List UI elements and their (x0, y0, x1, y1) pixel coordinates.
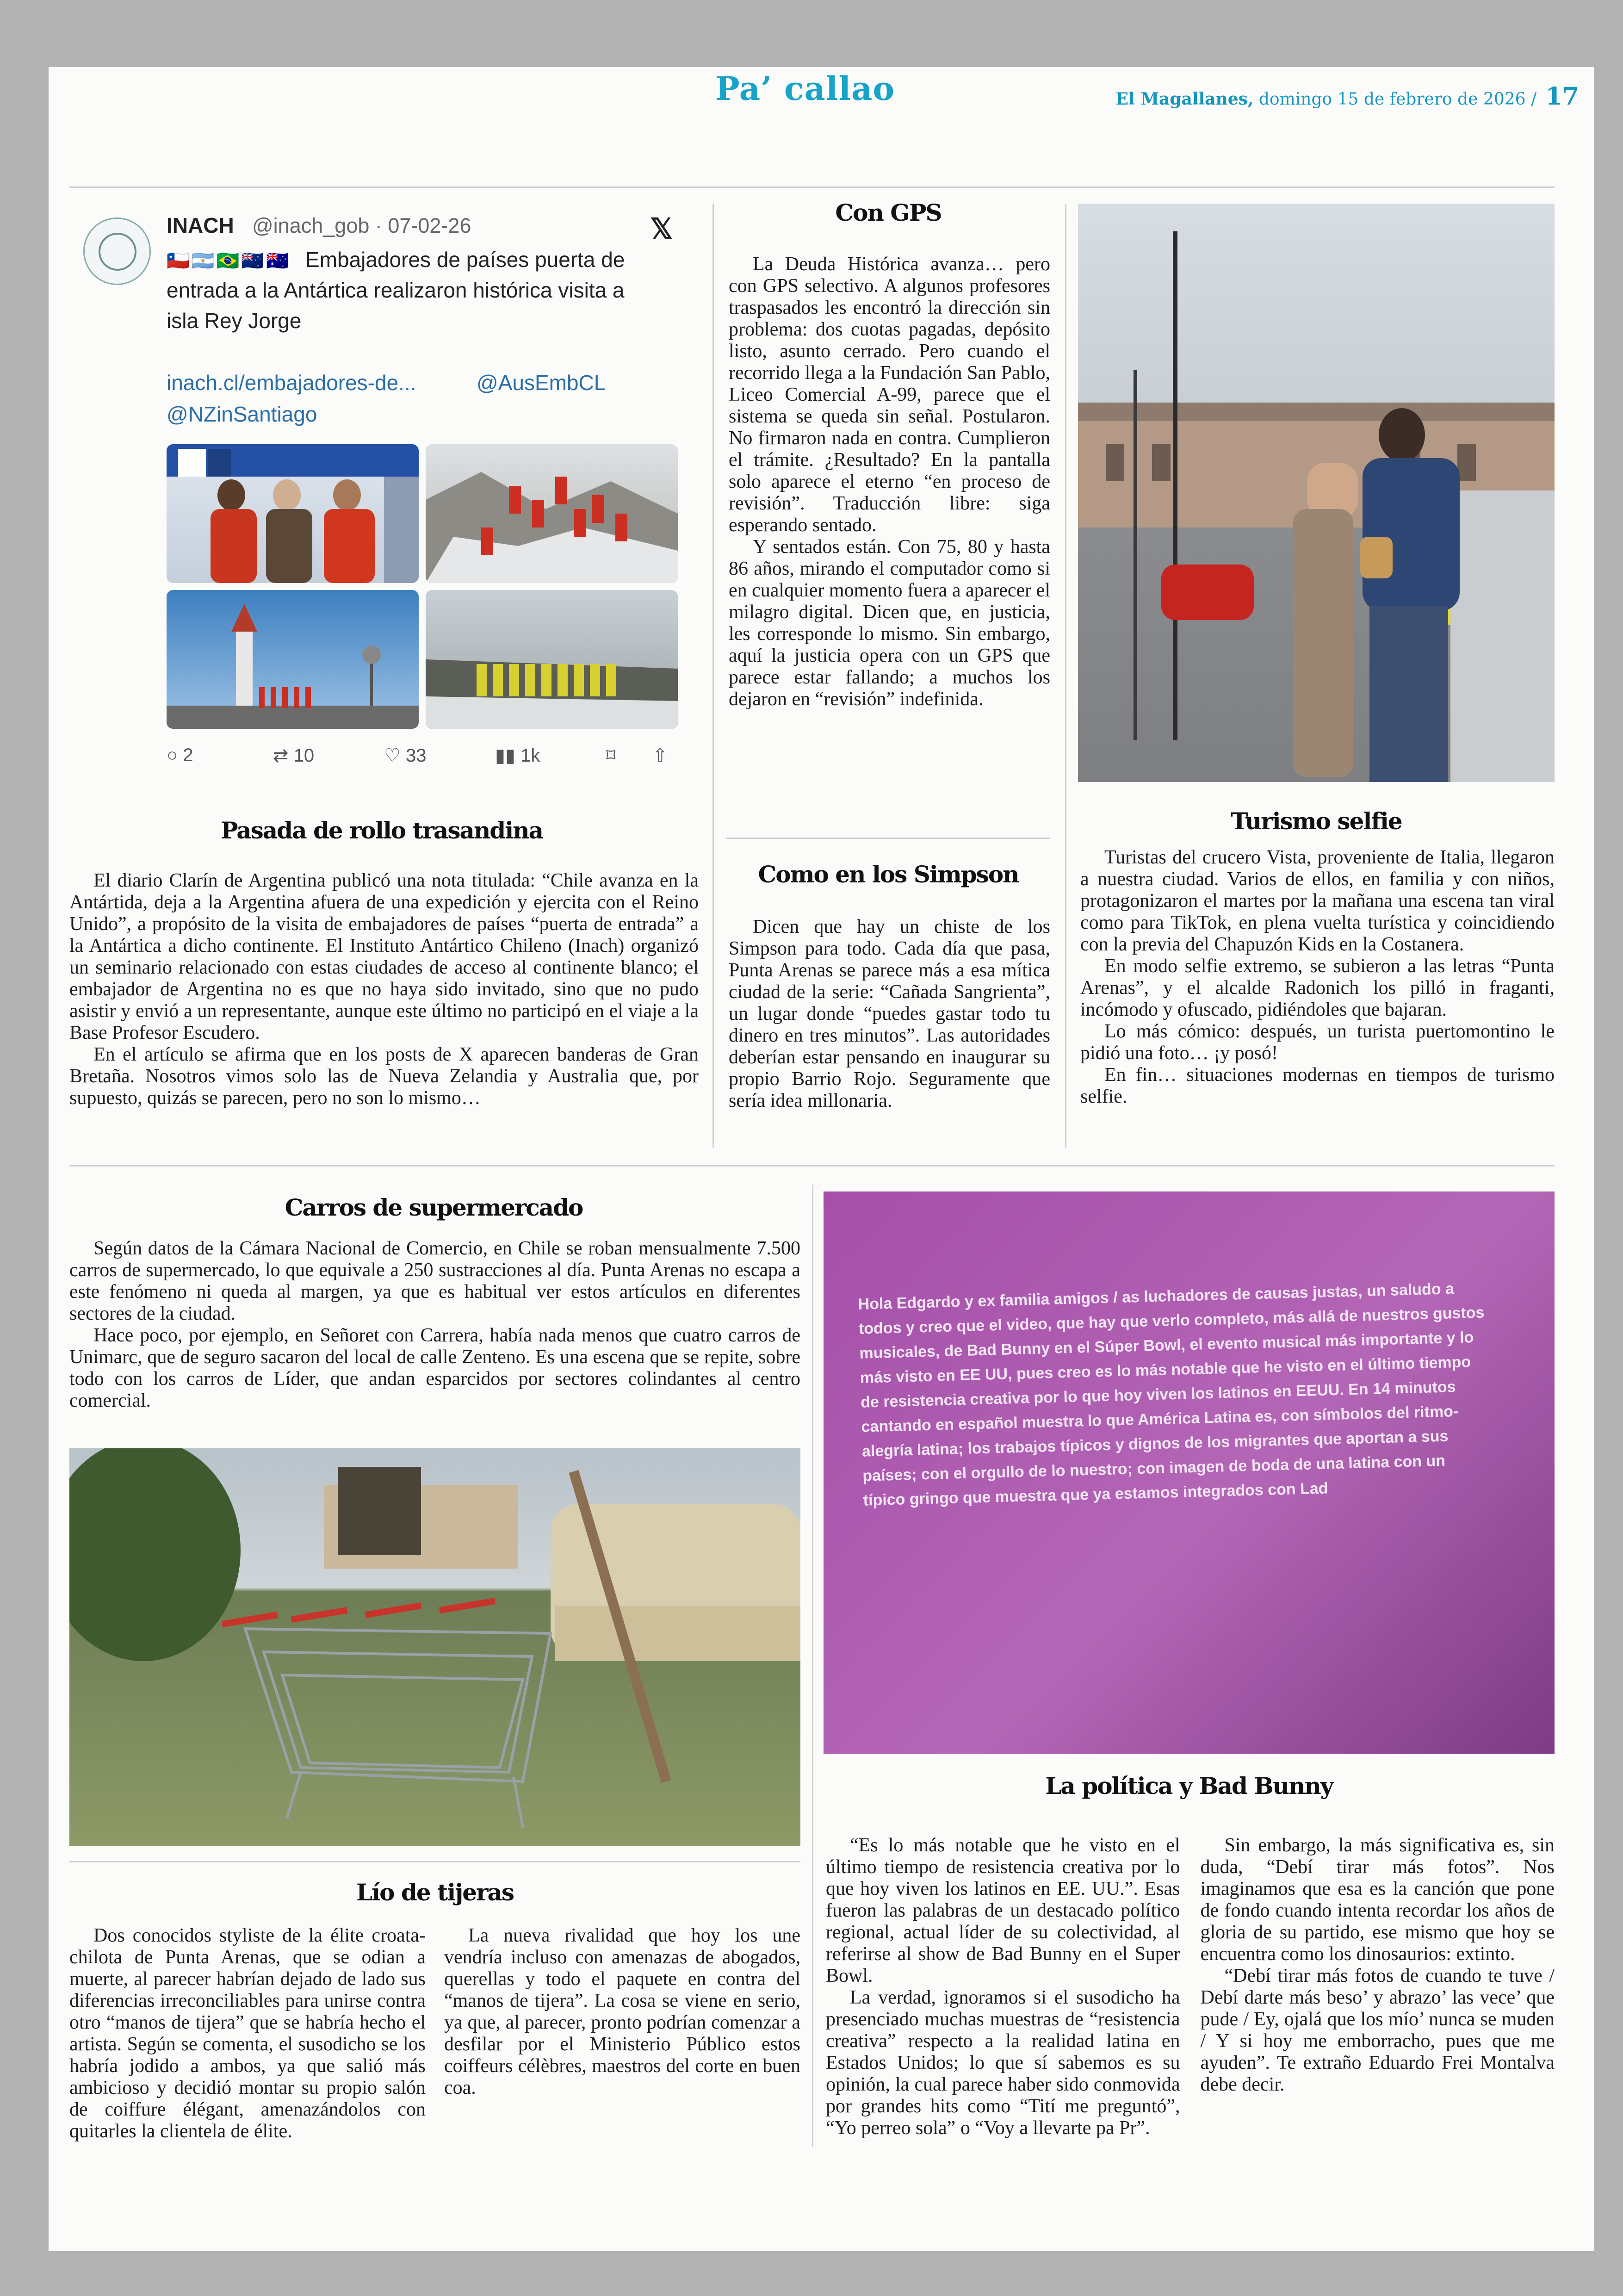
reply-count[interactable] (167, 745, 193, 766)
photo-content (167, 444, 419, 583)
shopping-carts-photo (69, 1448, 800, 1846)
repost-count[interactable] (273, 745, 314, 766)
column-rule (812, 1185, 813, 2147)
tweet-photo-group[interactable] (426, 590, 678, 729)
article-headline: La política y Bad Bunny (1045, 1772, 1333, 1800)
photo-content (426, 444, 678, 583)
article-body (729, 916, 1050, 1112)
paragraph: Hace poco, por ejemplo, en Señoret con Carrera, había nada menos que cuatro carros de Unimarc, que de seguro sacaron del local de calle Zenteno. Es una escena que se repite, sobre todo con los carros de Líder, que andan esparcidos por sectores colindantes al centro comercial. (69, 1325, 800, 1411)
column-rule (1065, 204, 1066, 1148)
article-headline: Pasada de rollo trasandina (220, 817, 543, 844)
article-headline: Como en los Simpson (758, 861, 1019, 888)
view-count[interactable] (495, 745, 540, 766)
view-count-value: 1k (520, 745, 540, 766)
tweet-photo-group[interactable] (167, 444, 419, 583)
article-headline: Lío de tijeras (356, 1879, 514, 1906)
like-count-value: 33 (405, 745, 427, 766)
article-body (826, 1835, 1555, 2154)
newspaper-name: El Magallanes, (1115, 89, 1254, 109)
repost-count-value: 10 (293, 745, 315, 766)
paragraph: En el artículo se afirma que en los posts de X aparecen banderas de Gran Bretaña. Nosotros vimos solo las de Nueva Zelandia y Australia que, por supuesto, quizás se parecen, pero no son lo mismo… (69, 1044, 699, 1109)
heart-icon: ♡ (384, 745, 401, 766)
separator: / (1531, 90, 1537, 109)
tweet-photo-group[interactable] (426, 444, 678, 583)
section-title: Pa’ callao (715, 69, 895, 108)
article-body (69, 1238, 800, 1412)
share-icon[interactable]: ⇧ (652, 745, 668, 766)
tweet-mention[interactable]: @AusEmbCL (477, 371, 606, 395)
paragraph: En modo selfie extremo, se subieron a las letras “Punta Arenas”, y el alcalde Radonich los pilló in fraganti, incómodo y ofuscado, pidiéndoles que bajaran. (1080, 956, 1555, 1020)
views-icon: ▮▮ (495, 745, 516, 766)
paragraph: “Debí tirar más fotos de cuando te tuve / Debí darte más beso’ y abrazo’ las vece’ que pude / Ey, ojalá que los mío’ nunca se muden / Y si hoy me emborracho, pues que me ayuden”. Te extraño Eduardo Frei Montalva debe decir. (1200, 1965, 1555, 2095)
paragraph: Según datos de la Cámara Nacional de Comercio, en Chile se roban mensualmente 7.500 carros de supermercado, lo que equivale a 250 sustracciones al día. Punta Arenas no escapa a este fenómeno ni queda al margen, ya que es habitual ver estos artículos en diferentes sectores de la ciudad. (69, 1238, 800, 1324)
tweet-handle: @inach_gob · 07-02-26 (252, 214, 471, 237)
article-headline: Con GPS (835, 199, 942, 226)
paragraph: En fin… situaciones modernas en tiempos de turismo selfie. (1080, 1064, 1555, 1107)
paragraph: El diario Clarín de Argentina publicó una nota titulada: “Chile avanza en la Antártida, deja a la Argentina afuera de una expedición y ejercita con el Reino Unido”, a propósito de la visita de embajadores de países “puerta de entrada” a la Antártica a dicho continente. El Instituto Antártico Chileno (Inach) organizó un seminario relacionado con estas ciudades de acceso al continente blanco; el embajador de Argentina no es que no haya sido invitado, sino que no pudo asistir y envió a un representante, aunque este último no participó en el viaje a la Base Profesor Escudero. (69, 870, 699, 1043)
repost-icon: ⇄ (273, 745, 289, 766)
tweet-text: Embajadores de países puerta de entrada a la Antártica realizaron histórica visita a isla Rey Jorge (167, 248, 625, 333)
flags-emoji: 🇨🇱🇦🇷🇧🇷🇳🇿🇦🇺 (167, 251, 291, 271)
column-rule (712, 204, 714, 1148)
paragraph: Dos conocidos styliste de la élite croata-chilota de Punta Arenas, que se odian a muerte, al parecer habrían dejado de lado sus diferencias irreconciliables para unirse contra otro “manos de tijera” que se habría hecho el artista. Según se comenta, el susodicho se los habría jodido a ambos, ya que salió más ambicioso y decidió montar su propio salón de coiffure élégant, amenazándolos con quitarles la clientela de élite. (69, 1925, 426, 2142)
photo-content (1078, 204, 1555, 782)
tourist-selfie-photo (1078, 204, 1555, 782)
like-count[interactable] (384, 745, 426, 766)
paragraph: La Deuda Histórica avanza… pero con GPS selectivo. A algunos profesores traspasados les encontró la dirección sin problema: dos cuotas pagadas, depósito listo, asunto cerrado. Pero cuando el recorrido llega a la Fundación San Pablo, Liceo Comercial A-99, parece que el sistema se queda sin señal. Postularon. No firmaron nada en contra. Cumplieron el trámite. ¿Resultado? En la pantalla solo aparece el eterno “en proceso de revisión”. Traducción libre: siga esperando sentado. (729, 254, 1050, 536)
paragraph: Turistas del crucero Vista, proveniente de Italia, llegaron a nuestra ciudad. Varios de ellos, en familia y con niños, protagonizaron el martes por la mañana una escena tan viral como para TikTok, en plena vuelta turística y coincidiendo con la previa del Chapuzón Kids en la Costanera. (1080, 847, 1555, 955)
tv-screen-photo (824, 1191, 1555, 1754)
section-rule (726, 838, 1050, 839)
screen-message: Hola Edgardo y ex familia amigos / as luchadores de causas justas, un saludo a todos y creo que el video, que hay que verlo completo, más allá de nuestros gustos musicales, de Bad Bunny en el Súper Bowl, el evento musical más importante y lo más visto en EE UU, pues creo es lo más notable que he visto en el último tiempo de resistencia creativa por lo que hoy viven los latinos en EEUU. En 14 minutos cantando en español muestra lo que América Latina es, con símbolos del ritmo-alegría latina; los trabajos típicos y dignos de los migrantes que aportan a sus países; con el orgullo de lo nuestro; con imagen de boda de una latina con un típico gringo que muestra que ya estamos integrados con Lad (858, 1280, 1485, 1509)
paragraph: Y sentados están. Con 75, 80 y hasta 86 años, mirando el computador como si en cualquier momento fuera a aparecer el milagro digital. Dicen que, en justicia, les corresponde lo mismo. Sin embargo, aquí la justicia opera con un GPS que parece estar fallando; a muchos los dejaron en “revisión” indefinida. (729, 536, 1050, 710)
paragraph: Dicen que hay un chiste de los Simpson para todo. Cada día que pasa, Punta Arenas se parece más a esa mítica ciudad de la serie: “Cañada Sangrienta”, un lugar donde “puedes gastar todo tu dinero en tres minutos”. Las autoridades deberían estar pensando en inaugurar su propio Barrio Rojo. Seguramente que sería idea millonaria. (729, 916, 1050, 1111)
paragraph: “Es lo más notable que he visto en el último tiempo de resistencia creativa por lo que hoy viven los latinos en EE. UU.”. Esas fueron las palabras de un destacado político regional, actual líder de su colectividad, al referirse al show de Bad Bunny en el Super Bowl. (826, 1835, 1180, 1986)
inach-logo-avatar (83, 217, 151, 285)
article-body (69, 1925, 800, 2156)
page-info (1116, 82, 1579, 111)
tweet-mention[interactable]: @NZinSantiago (167, 402, 317, 426)
article-body (729, 254, 1050, 710)
section-rule (69, 1165, 1555, 1167)
photo-content (426, 590, 678, 729)
article-body (69, 870, 699, 1109)
tweet-link[interactable]: inach.cl/embajadores-de... (167, 371, 416, 395)
article-headline: Carros de supermercado (285, 1194, 583, 1221)
article-headline: Turismo selfie (1231, 807, 1402, 835)
reply-icon: ○ (167, 745, 178, 765)
masthead-rule (69, 186, 1555, 188)
paragraph: La nueva rivalidad que hoy los une vendría incluso con amenazas de abogados, querellas y todo el paquete en contra del “manos de tijera”. La cosa se viene en serio, ya que, al parecer, pronto podrían comenzar a desfilar por el Ministerio Público estos coiffeurs célèbres, maestros del corte en buen coa. (444, 1925, 800, 2098)
paragraph: Lo más cómico: después, un turista puertomontino le pidió una foto… ¡y posó! (1080, 1021, 1555, 1064)
x-logo-icon: 𝕏 (650, 213, 673, 245)
tweet-photo-group[interactable] (167, 590, 419, 729)
issue-date: domingo 15 de febrero de 2026 (1258, 90, 1526, 109)
paragraph: La verdad, ignoramos si el susodicho ha presenciado muchas muestras de “resistencia creativa” respecto a la realidad latina en Estados Unidos; lo que sí sabemos es su opinión, la cual parece haber sido conmovida por grandes hits como “Tití me preguntó”, “Yo perreo sola” o “Voy a llevarte pa Pr”. (826, 1987, 1180, 2139)
page-number: 17 (1545, 82, 1579, 111)
photo-content (69, 1448, 800, 1846)
reply-count-value: 2 (183, 745, 193, 765)
article-body (1080, 847, 1555, 1108)
bookmark-icon[interactable]: ⌑ (606, 745, 616, 766)
embedded-tweet[interactable] (69, 204, 680, 796)
photo-content (167, 590, 419, 729)
tweet-author: INACH (167, 213, 234, 237)
paragraph: Sin embargo, la más significativa es, sin duda, “Debí tirar más fotos”. Nos imaginamos que esa es la canción que pone de fondo cuando intenta recordar los años de gloria de su partido, ese mismo que hoy se encuentra como los dinosaurios: extinto. (1200, 1835, 1555, 1965)
section-rule (69, 1861, 800, 1862)
